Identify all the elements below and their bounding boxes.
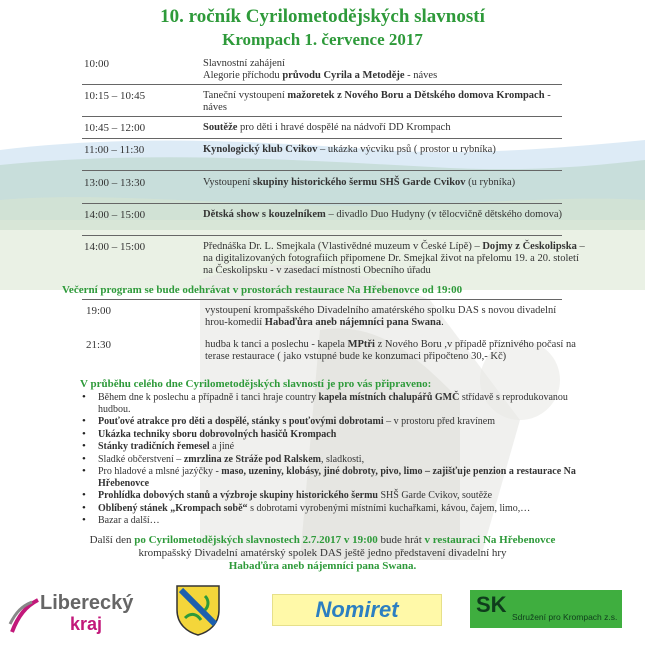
kraj-swoosh-icon [8, 596, 42, 636]
schedule-desc: Kynologický klub Cvikov – ukázka výcviku psů ( prostor u rybníka) [203, 144, 496, 155]
schedule-time: 10:00 [84, 58, 110, 70]
schedule-time: 11:00 – 11:30 [84, 144, 145, 156]
divider [82, 138, 562, 139]
footer-line-1: Další den po Cyrilometodějských slavnostech 2.7.2017 v 19:00 bude hrát v restauraci Na Hřebenovce [89, 534, 556, 546]
allday-title: V průběhu celého dne Cyrilometodějských slavností je pro vás připraveno: [80, 378, 432, 390]
list-item: • Oblíbený stánek „Krompach sobě“ s dobrotami vyrobenými místními kuchařkami, kávou, čajem, limo,… [80, 503, 585, 515]
krompach-crest-icon [175, 584, 221, 636]
schedule-time: 13:00 – 13:30 [84, 177, 146, 189]
divider [82, 235, 562, 236]
evening-time: 21:30 [86, 339, 112, 351]
evening-title: Večerní program se bude odehrávat v prostorách restaurace Na Hřebenovce od 19:00 [62, 284, 463, 296]
list-item: • Bazar a další… [80, 515, 585, 527]
footer-line-3: Habaďůra aneb nájemníci pana Swana. [228, 560, 417, 572]
list-item: • Pouťové atrakce pro děti a dospělé, stánky s pouťovými dobrotami – v prostoru před kravínem [80, 416, 585, 428]
evening-time: 19:00 [86, 305, 112, 317]
schedule-time: 14:00 – 15:00 [84, 241, 146, 253]
schedule-desc: Přednáška Dr. L. Smejkala (Vlastivědné muzeum v České Lípě) – Dojmy z Českolipska – na digitalizovaných fotografiích připomene Dr. Smejkal život na přelomu 19. a 20. století na Českolipsku - v zasedací místnosti Obecního úřadu [203, 241, 585, 276]
list-item: • Ukázka techniky sboru dobrovolných hasičů Krompach [80, 429, 585, 441]
allday-list [80, 392, 585, 528]
divider [82, 203, 562, 204]
list-item: • Sladké občerstvení – zmrzlina ze Stráže pod Ralskem, sladkosti, [80, 454, 585, 466]
list-item: • Během dne k poslechu a případně i tanci hraje country kapela místních chalupářů GMČ střídavě s reprodukovanou hudbou. [80, 392, 585, 415]
page-subtitle: Krompach 1. července 2017 [222, 30, 423, 49]
schedule-time: 14:00 – 15:00 [84, 209, 146, 221]
schedule-desc: Soutěže pro děti i hravé dospělé na nádvoří DD Krompach [203, 122, 451, 133]
divider [82, 116, 562, 117]
liberecky-kraj-logo: Liberecký kraj [8, 592, 148, 636]
nomiret-logo: Nomiret [272, 594, 442, 626]
evening-desc: hudba k tanci a poslechu - kapela MPtři z Nového Boru ,v případě příznivého počasí na terase restaurace ( jako vstupné bude ke konzumaci připočteno 30,- Kč) [205, 339, 576, 362]
divider [82, 84, 562, 85]
footer-line-2: krompašský Divadelní amatérský spolek DAS ještě jedno představení divadelní hry [138, 547, 507, 559]
schedule-desc: Slavnostní zahájení Alegorie příchodu průvodu Cyrila a Metoděje - náves [203, 58, 438, 81]
page-title: 10. ročník Cyrilometodějských slavností [160, 6, 485, 27]
evening-desc: vystoupení krompašského Divadelního amatérského spolku DAS s novou divadelní hrou-komedií Habaďůra aneb nájemníci pana Swana. [205, 305, 557, 328]
schedule-time: 10:45 – 12:00 [84, 122, 146, 134]
schedule-desc: Vystoupení skupiny historického šermu SHŠ Garde Cvikov (u rybníka) [203, 177, 516, 188]
divider [82, 299, 562, 300]
schedule-desc: Taneční vystoupení mažoretek z Nového Boru a Dětského domova Krompach - náves [203, 90, 551, 113]
schedule-desc: Dětská show s kouzelníkem – divadlo Duo Hudyny (v tělocvičně dětského domova) [203, 209, 563, 220]
schedule-time: 10:15 – 10:45 [84, 90, 146, 102]
sponsor-logos [0, 582, 645, 642]
list-item: • Prohlídka dobových stanů a výzbroje skupiny historického šermu SHŠ Garde Cvikov, soutěže [80, 490, 585, 502]
list-item: • Pro hladové a mlsné jazýčky - maso, uzeniny, klobásy, jiné dobroty, pivo, limo – zajišťuje penzion a restaurace Na Hřebenovce [80, 466, 585, 489]
sdruzeni-krompach-logo: SK Sdružení pro Krompach z.s. [470, 590, 622, 628]
list-item: • Stánky tradičních řemesel a jiné [80, 441, 585, 453]
divider [82, 170, 562, 171]
